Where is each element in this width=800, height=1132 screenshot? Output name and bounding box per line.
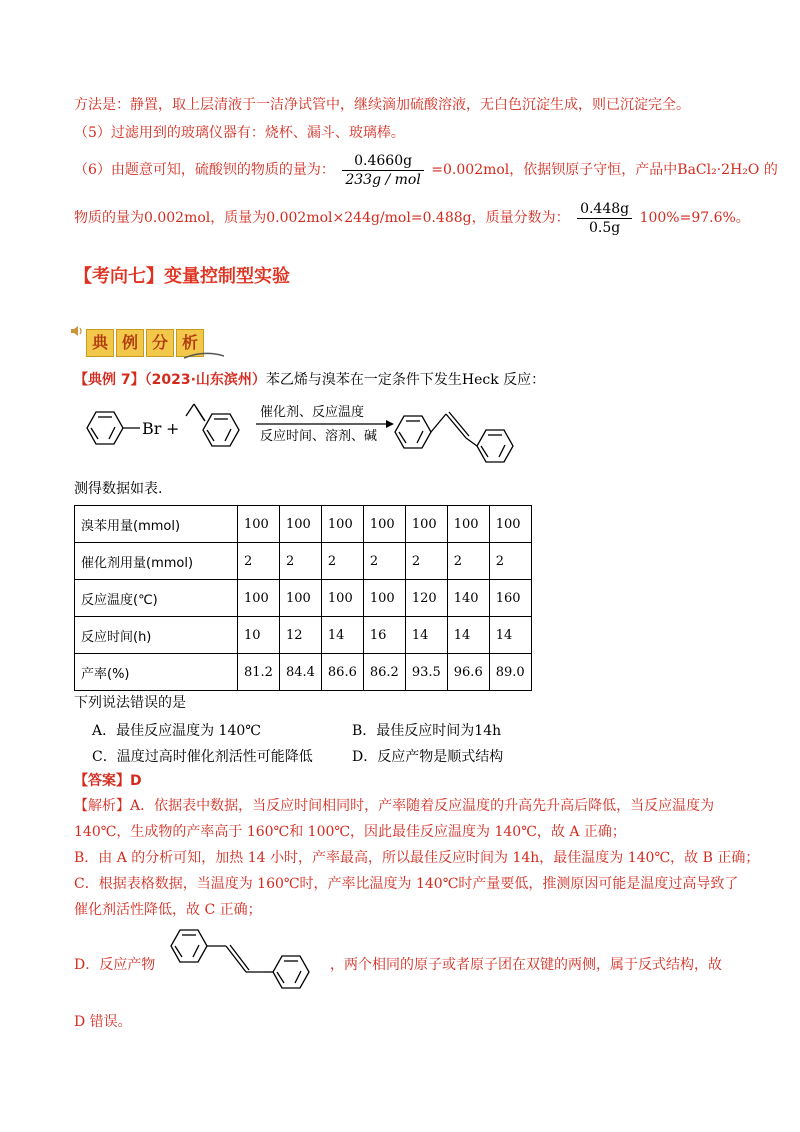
row-label: 反应时间(h) [75,617,238,654]
line-6-prefix: （6）由题意可知，硫酸钡的物质的量为： [74,162,335,178]
analysis-d-line-2: D 错误。 [74,1014,132,1030]
row-label: 催化剂用量(mmol) [75,543,238,580]
table-cell: 86.6 [321,654,363,691]
table-cell: 84.4 [279,654,321,691]
table-row [75,580,532,617]
table-cell: 100 [321,506,363,543]
option-b: B．最佳反应时间为14h [352,723,502,739]
badge-underline-icon [184,350,224,360]
line-7-suffix: 100%=97.6%。 [639,210,750,226]
section-title: 【考向七】变量控制型实验 [74,266,290,287]
analysis-c-line-2: 催化剂活性降低，故 C 正确； [74,902,262,918]
row-label: 反应温度(℃) [75,580,238,617]
table-row [75,506,532,543]
analysis-a-line-1: 【解析】A．依据表中数据，当反应时间相同时，产率随着反应温度的升高先升高后降低，当反应温度为 [74,798,715,814]
table-cell: 2 [363,543,405,580]
table-intro: 测得数据如表. [74,481,163,497]
fraction-mass-denominator: 0.5g [588,219,621,236]
heck-reaction-scheme [74,394,554,474]
table-cell: 100 [363,506,405,543]
fraction-moles-denominator: 233g / mol [345,171,421,188]
option-a: A．最佳反应温度为 140℃ [92,723,261,739]
line-7-prefix: 物质的量为0.002mol，质量为0.002mol×244g/mol=0.488g，质量分数为： [74,210,570,226]
table-cell: 14 [489,617,531,654]
table-cell: 120 [405,580,447,617]
table-cell: 81.2 [238,654,280,691]
fraction-moles [342,153,423,188]
fraction-mass [577,201,632,236]
table-cell: 2 [321,543,363,580]
analysis-c-line-1: C．根据表格数据，当温度为 160℃时，产率比温度为 140℃时产量要低，推测原因可能是温度过高导致了 [74,876,739,892]
solution-method-line: 方法是：静置，取上层清液于一洁净试管中，继续滴加硫酸溶液，无白色沉淀生成，则已沉淀完全。 [74,97,690,113]
table-cell: 2 [489,543,531,580]
table-cell: 16 [363,617,405,654]
badge-char-3: 分 [146,329,174,357]
table-cell: 12 [279,617,321,654]
table-cell: 96.6 [447,654,489,691]
stilbene-product-structure [395,412,513,462]
option-d: D．反应产物是顺式结构 [352,749,504,765]
table-cell: 100 [363,580,405,617]
table-row [75,617,532,654]
option-c: C．温度过高时催化剂活性可能降低 [92,749,313,765]
example-analysis-badge [76,322,226,360]
styrene-structure [186,404,239,446]
answer-label: 【答案】D [74,773,142,789]
badge-char-1: 典 [86,329,114,357]
table-cell: 2 [405,543,447,580]
table-cell: 2 [238,543,280,580]
table-cell: 14 [447,617,489,654]
analysis-a-line-2: 140℃，生成物的产率高于 160℃和 100℃，因此最佳反应温度为 140℃，故 A 正确； [74,824,626,840]
solution-line-7 [74,196,750,240]
table-row [75,543,532,580]
fraction-mass-numerator: 0.448g [577,201,632,219]
table-cell: 100 [489,506,531,543]
table-cell: 93.5 [405,654,447,691]
table-cell: 100 [279,580,321,617]
line-6-suffix: =0.002mol，依据钡原子守恒，产品中BaCl₂·2H₂O 的 [431,162,778,178]
table-cell: 100 [405,506,447,543]
solution-line-5: （5）过滤用到的玻璃仪器有：烧杯、漏斗、玻璃棒。 [74,125,405,141]
bromobenzene-structure [87,412,140,444]
trans-stilbene-structure [160,920,330,1002]
table-cell: 10 [238,617,280,654]
analysis-d-prefix: D．反应产物 [74,957,156,973]
table-cell: 2 [447,543,489,580]
table-cell: 160 [489,580,531,617]
condition-bottom: 反应时间、溶剂、碱 [260,429,378,444]
table-row [75,654,532,691]
condition-top: 催化剂、反应温度 [260,405,365,420]
row-label: 产率(%) [75,654,238,691]
badge-char-4: 析 [176,329,204,357]
table-cell: 14 [321,617,363,654]
table-cell: 100 [238,506,280,543]
table-cell: 100 [321,580,363,617]
table-cell: 2 [279,543,321,580]
question-text: 下列说法错误的是 [74,695,186,711]
table-cell: 140 [447,580,489,617]
table-cell: 100 [447,506,489,543]
badge-char-2: 例 [116,329,144,357]
analysis-d-suffix: ，两个相同的原子或者原子团在双键的两侧，属于反式结构，故 [330,957,722,973]
example-stem: 苯乙烯与溴苯在一定条件下发生Heck 反应： [265,372,546,388]
fraction-moles-numerator: 0.4660g [342,153,423,171]
table-cell: 100 [279,506,321,543]
table-cell: 89.0 [489,654,531,691]
solution-line-6 [74,148,778,192]
table-cell: 86.2 [363,654,405,691]
plus-sign: + [166,419,180,438]
analysis-b-line: B．由 A 的分析可知，加热 14 小时，产率最高，所以最佳反应时间为 14h，最佳温度为 140℃，故 B 正确； [74,850,760,866]
example-tag: 【典例 7】（2023·山东滨州） [74,372,266,388]
speaker-icon [70,324,84,338]
row-label: 溴苯用量(mmol) [75,506,238,543]
br-label: Br [142,419,162,438]
table-cell: 100 [238,580,280,617]
table-cell: 14 [405,617,447,654]
example-header [74,371,545,389]
data-table [74,505,532,691]
